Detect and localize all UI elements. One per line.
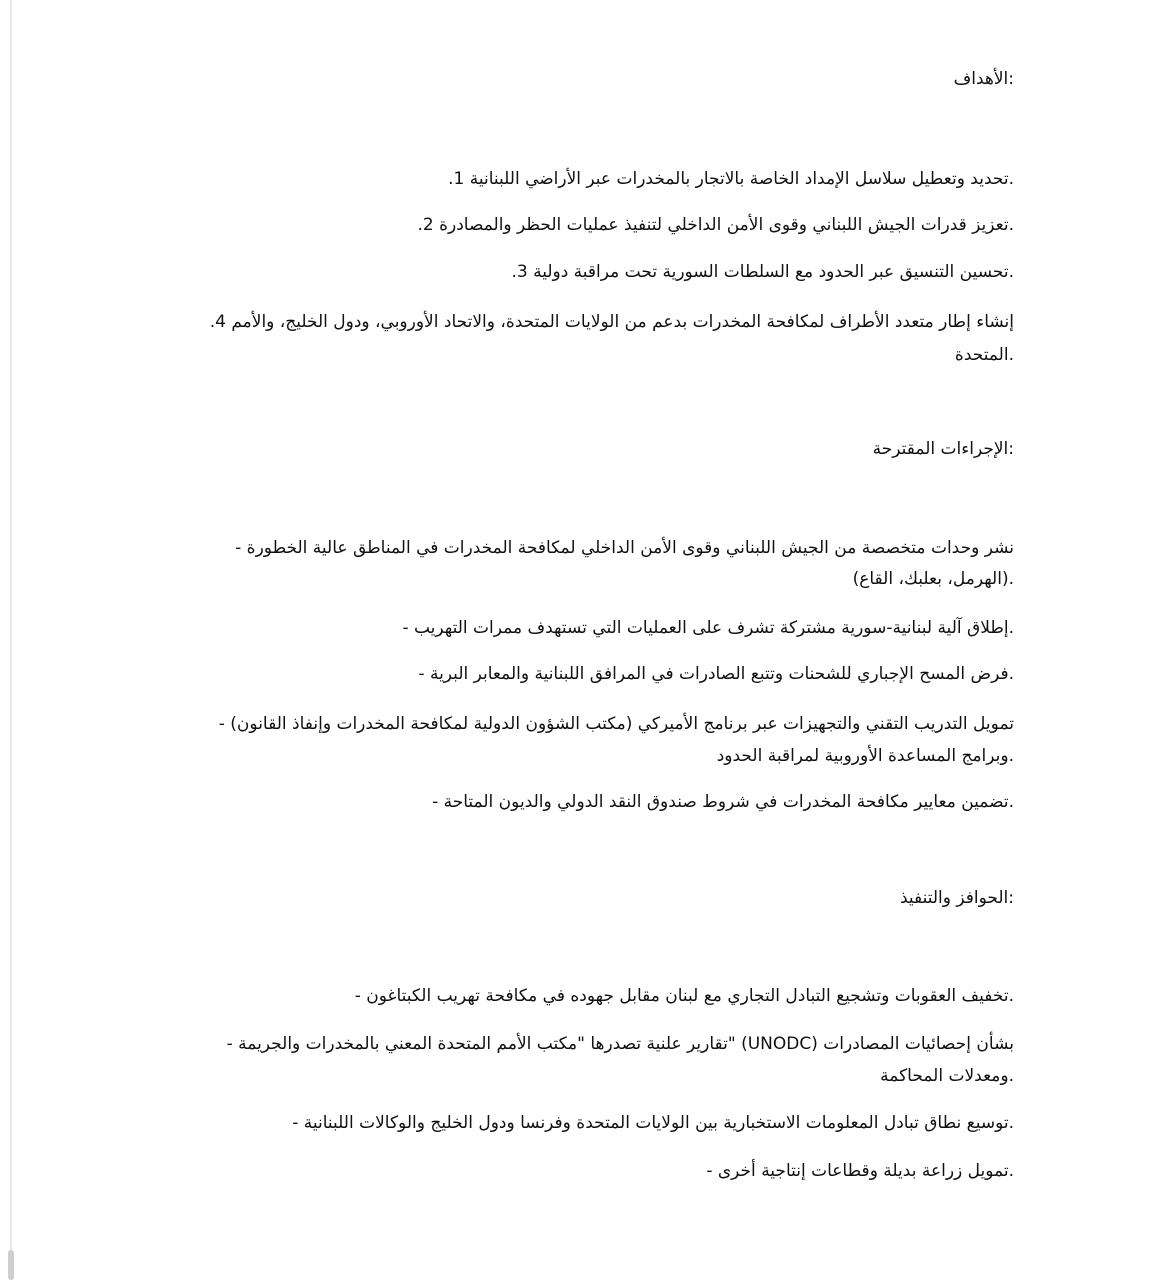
scroll-handle[interactable] bbox=[8, 1250, 14, 1280]
actions-heading: :الإجراءات المقترحة bbox=[872, 439, 1014, 459]
goal-item-4-continued: .المتحدة bbox=[954, 345, 1014, 365]
action-item-1-continued: .(الهرمل، بعلبك، القاع) bbox=[852, 569, 1014, 589]
action-item-4: تمويل التدريب التقني والتجهيزات عبر برنامج الأميركي (مكتب الشؤون الدولية لمكافحة المخدرات وإنفاذ القانون) - bbox=[218, 714, 1014, 734]
incentive-item-2-continued: .ومعدلات المحاكمة bbox=[880, 1066, 1014, 1086]
goal-item-1: .تحديد وتعطيل سلاسل الإمداد الخاصة بالاتجار بالمخدرات عبر الأراضي اللبنانية 1. bbox=[448, 169, 1014, 189]
incentive-item-1: .تخفيف العقوبات وتشجيع التبادل التجاري مع لبنان مقابل جهوده في مكافحة تهريب الكبتاغون - bbox=[354, 986, 1014, 1006]
action-item-4-continued: .وبرامج المساعدة الأوروبية لمراقبة الحدود bbox=[716, 746, 1014, 766]
goals-heading: :الأهداف bbox=[953, 69, 1014, 89]
goal-item-2: .تعزيز قدرات الجيش اللبناني وقوى الأمن الداخلي لتنفيذ عمليات الحظر والمصادرة 2. bbox=[417, 215, 1014, 235]
goal-item-3: .تحسين التنسيق عبر الحدود مع السلطات السورية تحت مراقبة دولية 3. bbox=[511, 262, 1014, 282]
incentive-item-3: .توسيع نطاق تبادل المعلومات الاستخبارية بين الولايات المتحدة وفرنسا ودول الخليج والوكالات اللبنانية - bbox=[292, 1113, 1014, 1133]
page-edge-line bbox=[10, 0, 12, 1280]
incentive-item-2: بشأن إحصائيات المصادرات (UNODC) "تقارير علنية تصدرها "مكتب الأمم المتحدة المعني بالمخدرات والجريمة - bbox=[226, 1034, 1014, 1054]
action-item-3: .فرض المسح الإجباري للشحنات وتتبع الصادرات في المرافق اللبنانية والمعابر البرية - bbox=[418, 664, 1014, 684]
action-item-2: .إطلاق آلية لبنانية-سورية مشتركة تشرف على العمليات التي تستهدف ممرات التهريب - bbox=[402, 618, 1014, 638]
action-item-5: .تضمين معايير مكافحة المخدرات في شروط صندوق النقد الدولي والديون المتاحة - bbox=[432, 792, 1014, 812]
incentives-heading: :الحوافز والتنفيذ bbox=[899, 888, 1014, 908]
incentive-item-4: .تمويل زراعة بديلة وقطاعات إنتاجية أخرى - bbox=[706, 1161, 1014, 1181]
action-item-1: نشر وحدات متخصصة من الجيش اللبناني وقوى الأمن الداخلي لمكافحة المخدرات في المناطق عالية الخطورة - bbox=[235, 538, 1014, 558]
goal-item-4: إنشاء إطار متعدد الأطراف لمكافحة المخدرات بدعم من الولايات المتحدة، والاتحاد الأوروبي، ودول الخليج، والأمم 4. bbox=[209, 312, 1014, 332]
